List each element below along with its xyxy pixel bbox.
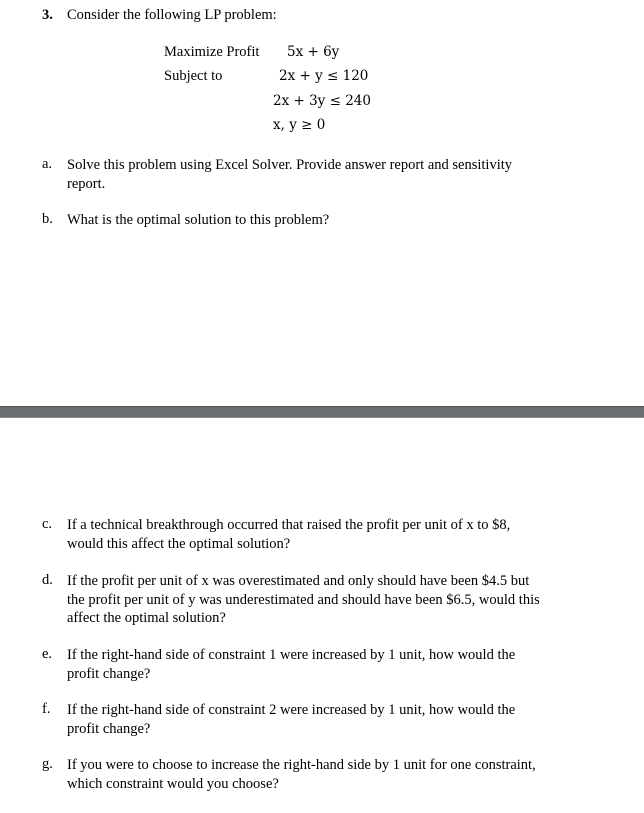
part-text: If the profit per unit of x was overestimated and only should have been $4.5 but the profit per unit of y was underestimated and should have been $6.5, would this affect the optimal solution? bbox=[67, 573, 540, 626]
part-letter: e. bbox=[42, 646, 53, 662]
part-text: If the right-hand side of constraint 2 were increased by 1 unit, how would the profit change? bbox=[67, 702, 516, 737]
section-divider bbox=[0, 406, 644, 418]
part-text: If you were to choose to increase the right-hand side by 1 unit for one constraint, which constraint would you choose? bbox=[67, 757, 536, 792]
objective-label: Maximize Profit bbox=[164, 44, 260, 60]
part-letter: c. bbox=[42, 516, 53, 532]
part-letter: a. bbox=[42, 156, 53, 172]
part-text: If the right-hand side of constraint 1 were increased by 1 unit, how would the profit change? bbox=[67, 647, 516, 682]
constraint-1: 2x + y ≤ 120 bbox=[279, 68, 369, 84]
constraint-2: 2x + 3y ≤ 240 bbox=[273, 93, 371, 109]
part-text: If a technical breakthrough occurred that raised the profit per unit of x to $8, would this affect the optimal solution? bbox=[67, 517, 511, 552]
part-text: Solve this problem using Excel Solver. Provide answer report and sensitivity report. bbox=[67, 157, 513, 192]
constraint-nonnegativity: x, y ≥ 0 bbox=[273, 117, 326, 133]
objective-expression: 5x + 6y bbox=[287, 44, 340, 60]
part-text: What is the optimal solution to this problem? bbox=[67, 212, 330, 228]
question-number: 3. bbox=[42, 7, 53, 23]
part-letter: d. bbox=[42, 572, 53, 588]
part-letter: f. bbox=[42, 701, 51, 717]
question-intro: Consider the following LP problem: bbox=[67, 7, 277, 23]
subject-to-label: Subject to bbox=[164, 68, 223, 84]
part-letter: b. bbox=[42, 211, 53, 227]
part-letter: g. bbox=[42, 756, 53, 772]
